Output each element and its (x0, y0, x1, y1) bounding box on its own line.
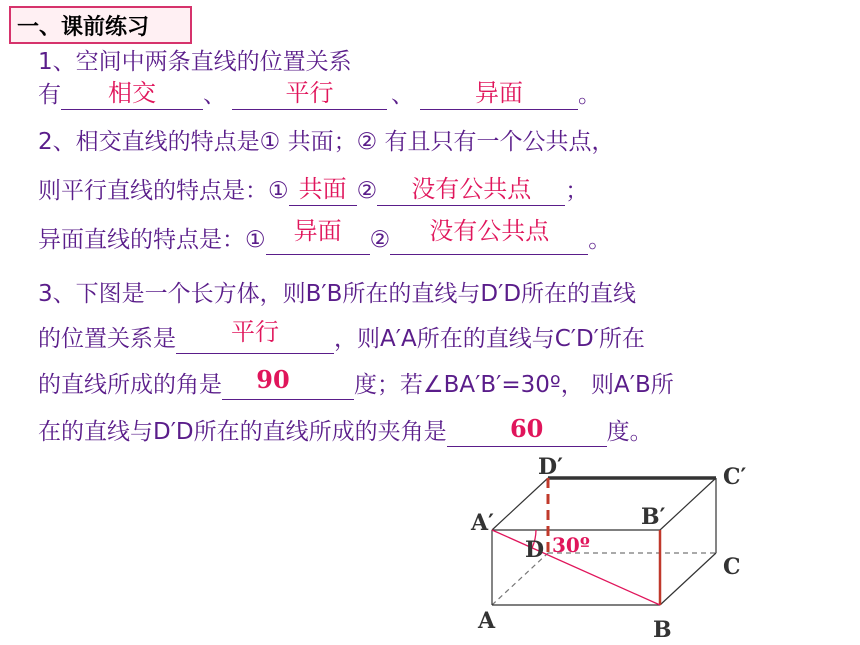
q1-answer-1: 相交 (108, 79, 156, 107)
edge-C1B1 (660, 478, 716, 530)
q3-line-3 (38, 365, 674, 400)
q1-end: 。 (578, 82, 601, 108)
q1-blank-1[interactable] (61, 81, 203, 110)
q2-mid-3: ② (369, 227, 391, 253)
q2-line2-prefix: 则平行直线的特点是：① (38, 178, 289, 204)
label-D1: D′ (538, 454, 563, 480)
q2-answer-1: 共面 (298, 175, 347, 203)
q1-sep-1: 、 (203, 82, 226, 108)
q1-prefix: 有 (38, 82, 61, 108)
q2-blank-1[interactable] (289, 177, 357, 206)
q1-blank-3[interactable] (420, 81, 578, 110)
q3-line3-prefix: 的直线所成的角是 (38, 372, 222, 398)
q3-answer-3: 60 (509, 414, 544, 443)
q2-blank-3[interactable] (266, 217, 370, 255)
section-title: 一、课前练习 (9, 6, 192, 44)
q1-blank-2[interactable] (232, 81, 387, 110)
q2-end-2: ； (565, 178, 589, 204)
q1-answers-line (38, 80, 601, 110)
q3-blank-2[interactable] (222, 365, 354, 400)
q3-blank-1[interactable] (176, 318, 334, 354)
q2-end-3: 。 (588, 227, 612, 253)
q3-line-2 (38, 318, 645, 354)
label-A1: A′ (471, 510, 494, 536)
q3-answer-1: 平行 (231, 318, 279, 346)
q3-blank-3[interactable] (447, 414, 607, 447)
q2-line3-prefix: 异面直线的特点是：① (38, 227, 266, 253)
q2-mid-2: ② (356, 178, 378, 204)
q3-line-4 (38, 414, 653, 447)
q2-answer-3: 异面 (293, 217, 342, 245)
cuboid-figure (460, 450, 780, 645)
edge-CB (660, 553, 716, 605)
q2-line-3 (38, 217, 612, 255)
q2-answer-4: 没有公共点 (429, 217, 550, 245)
q2-answer-2: 没有公共点 (411, 175, 532, 203)
q2-line-2 (38, 176, 588, 206)
q3-line4-prefix: 在的直线与D′D所在的直线所成的夹角是 (38, 419, 447, 445)
edge-A1D1 (492, 478, 548, 530)
label-B: B (653, 617, 672, 643)
label-C: C (723, 554, 741, 580)
q2-blank-2[interactable] (377, 177, 565, 206)
q2-blank-4[interactable] (390, 217, 588, 255)
q3-line-1: 3、下图是一个长方体，则B′B所在的直线与D′D所在的直线 (38, 281, 637, 307)
q3-answer-2: 90 (256, 365, 290, 394)
q3-line2-suffix: ，则A′A所在的直线与C′D′所在 (334, 326, 645, 352)
label-A: A (478, 608, 496, 634)
q3-line3-suffix: 度；若∠BA′B′=30º， 则A′B所 (354, 372, 674, 398)
q1-answer-3: 异面 (475, 79, 523, 107)
label-B1: B′ (641, 504, 666, 530)
q1-sep-2: 、 (391, 82, 414, 108)
label-D: D (525, 537, 545, 563)
q3-line4-suffix: 度。 (606, 419, 653, 445)
label-angle: 30º (552, 533, 590, 557)
q2-line-1: 2、相交直线的特点是① 共面；② 有且只有一个公共点， (38, 129, 615, 155)
q1-answer-2: 平行 (285, 79, 334, 107)
q1-text: 1、空间中两条直线的位置关系 (38, 49, 352, 75)
q3-line2-prefix: 的位置关系是 (38, 326, 176, 352)
label-C1: C′ (723, 464, 747, 490)
